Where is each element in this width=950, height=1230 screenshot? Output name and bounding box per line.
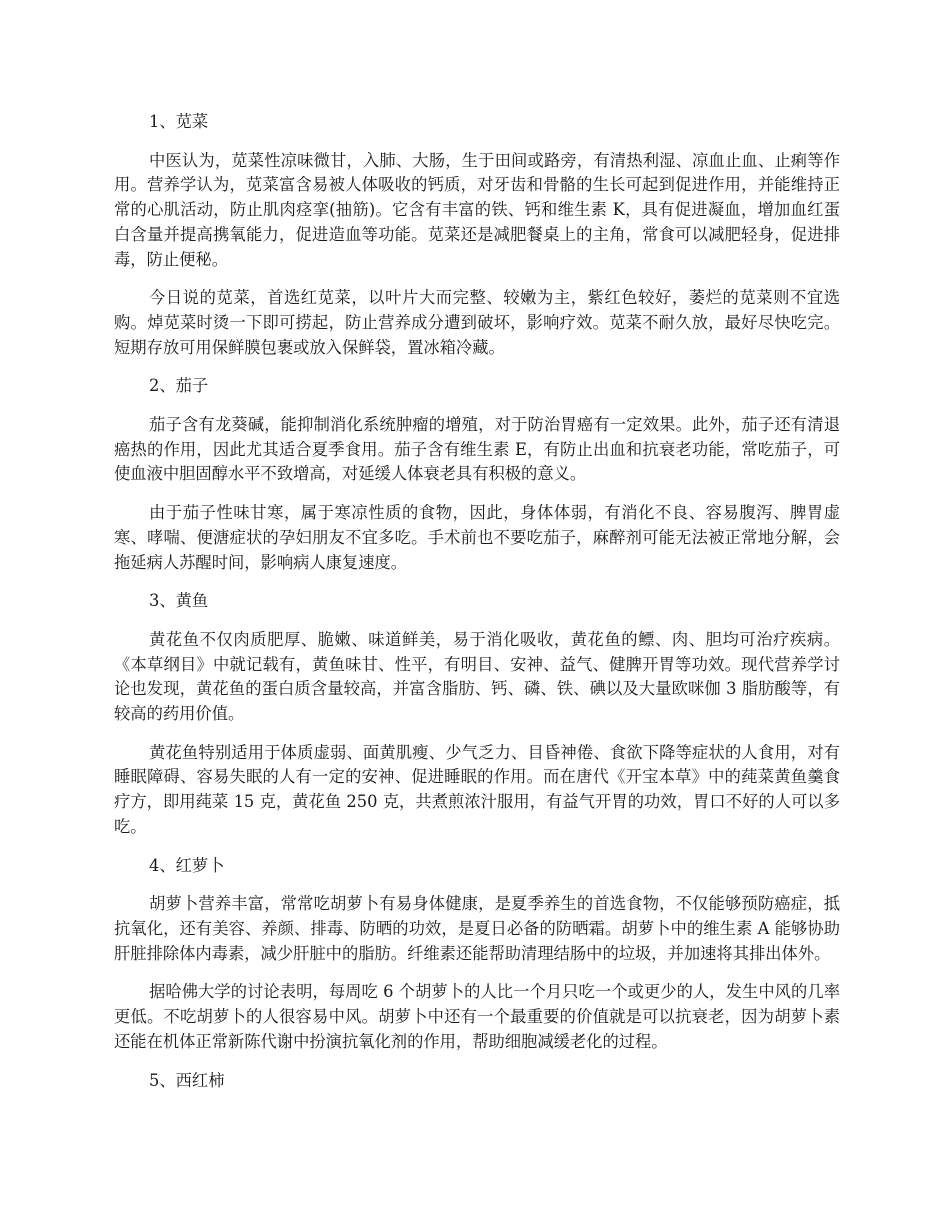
section-amaranth (114, 110, 840, 360)
section-tomato (114, 1069, 840, 1094)
paragraph: 中医认为，苋菜性凉味微甘，入肺、大肠，生于田间或路旁，有清热利湿、凉血止血、止痢等作用。营养学认为，苋菜富含易被人体吸收的钙质，对牙齿和骨骼的生长可起到促进作用，并能维持正常的心肌活动，防止肌肉痉挛(抽筋)。它含有丰富的铁、钙和维生素 K，具有促进凝血，增加血红蛋白含量并提高携氧能力，促进造血等功能。苋菜还是减肥餐桌上的主角，常食可以减肥轻身，促进排毒，防止便秘。 (114, 150, 840, 269)
section-heading: 5、西红柿 (149, 1070, 225, 1090)
document-page (114, 110, 840, 1107)
section-heading: 3、黄鱼 (149, 591, 209, 611)
paragraph: 由于茄子性味甘寒，属于寒凉性质的食物，因此，身体体弱，有消化不良、容易腹泻、脾胃虚寒、哮喘、便溏症状的孕妇朋友不宜多吃。手术前也不要吃茄子，麻醉剂可能无法被正常地分解，会拖延病人苏醒时间，影响病人康复速度。 (114, 503, 840, 572)
section-heading: 4、红萝卜 (149, 855, 225, 875)
paragraph: 茄子含有龙葵碱，能抑制消化系统肿瘤的增殖，对于防治胃癌有一定效果。此外，茄子还有清退癌热的作用，因此尤其适合夏季食用。茄子含有维生素 E，有防止出血和抗衰老功能，常吃茄子，可使血液中胆固醇水平不致增高，对延缓人体衰老具有积极的意义。 (114, 415, 840, 484)
section-eggplant (114, 374, 840, 575)
section-carrot (114, 854, 840, 1055)
paragraph: 黄花鱼不仅肉质肥厚、脆嫩、味道鲜美，易于消化吸收，黄花鱼的鳔、肉、胆均可治疗疾病。《本草纲目》中就记载有，黄鱼味甘、性平，有明目、安神、益气、健脾开胃等功效。现代营养学讨论也发现，黄花鱼的蛋白质含量较高，并富含脂肪、钙、磷、铁、碘以及大量欧咪伽 3 脂肪酸等，有较高的药用价值。 (114, 629, 840, 724)
paragraph: 今日说的苋菜，首选红苋菜，以叶片大而完整、较嫩为主，紫红色较好，萎烂的苋菜则不宜选购。焯苋菜时烫一下即可捞起，防止营养成分遭到破坏，影响疗效。苋菜不耐久放，最好尽快吃完。短期存放可用保鲜膜包裹或放入保鲜袋，置冰箱冷藏。 (114, 288, 840, 357)
section-heading: 2、茄子 (149, 376, 209, 396)
paragraph: 黄花鱼特别适用于体质虚弱、面黄肌瘦、少气乏力、目昏神倦、食欲下降等症状的人食用，对有睡眠障碍、容易失眠的人有一定的安神、促进睡眠的作用。而在唐代《开宝本草》中的莼菜黄鱼羹食疗方，即用莼菜 15 克，黄花鱼 250 克，共煮煎浓汁服用，有益气开胃的功效，胃口不好的人可以多吃。 (114, 742, 840, 836)
paragraph: 据哈佛大学的讨论表明，每周吃 6 个胡萝卜的人比一个月只吃一个或更少的人，发生中风的几率更低。不吃胡萝卜的人很容易中风。胡萝卜中还有一个最重要的价值就是可以抗衰老，因为胡萝卜素还能在机体正常新陈代谢中扮演抗氧化剂的作用，帮助细胞减缓老化的过程。 (114, 982, 840, 1051)
section-yellow-croaker (114, 589, 840, 839)
section-heading: 1、苋菜 (149, 112, 209, 131)
paragraph: 胡萝卜营养丰富，常常吃胡萝卜有易身体健康，是夏季养生的首选食物，不仅能够预防癌症，抵抗氧化，还有美容、养颜、排毒、防晒的功效，是夏日必备的防晒霜。胡萝卜中的维生素 A 能够协助肝脏排除体内毒素，减少肝脏中的脂肪。纤维素还能帮助清理结肠中的垃圾，并加速将其排出体外。 (114, 894, 840, 963)
